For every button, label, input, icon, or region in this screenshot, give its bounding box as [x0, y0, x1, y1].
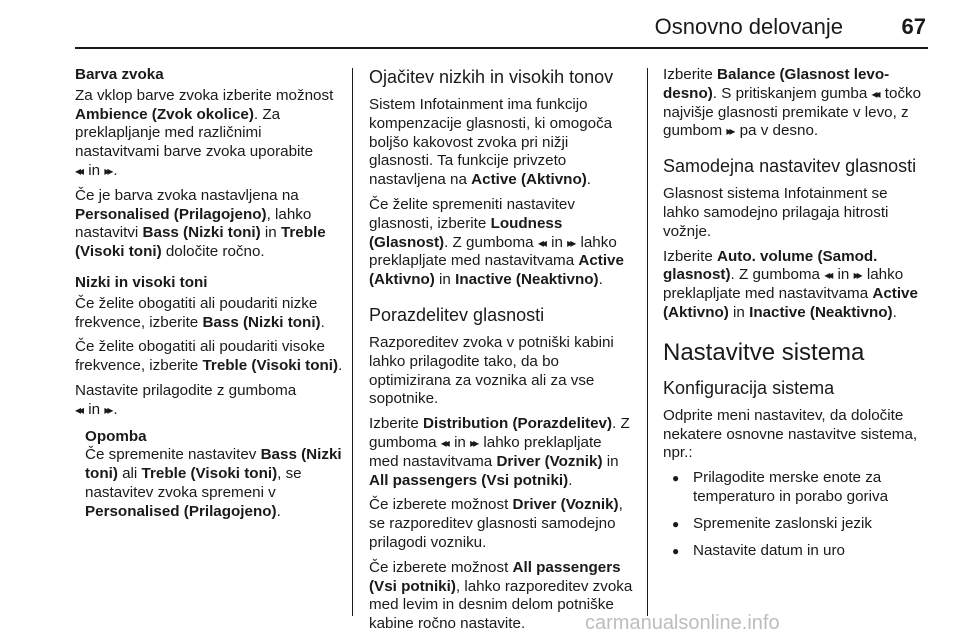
ojacitev-paragraph-1: [369, 96, 635, 190]
text: Sistem Infotainment ima funkcijo kompenzacije glasnosti, ki omogoča boljšo kakovost zvoka pri nižji glasnosti. Ta funkcije privzeto nastavljena na: [369, 96, 613, 189]
text: , se nastavitev zvoka spremeni v: [85, 465, 302, 501]
ojacitev-heading: Ojačitev nizkih in visokih tonov: [369, 67, 614, 87]
text: in: [733, 303, 745, 321]
option-treble: Treble (Visoki toni): [141, 465, 278, 483]
text: pa v desno.: [739, 122, 819, 140]
forward-icon: ▸▸: [104, 402, 111, 417]
text: in: [439, 271, 451, 289]
nizki-heading: Nizki in visoki toni: [75, 273, 208, 291]
watermark: carmanualsonline.info: [585, 612, 780, 634]
text: in: [260, 224, 281, 242]
samodejna-paragraph-1: Glasnost sistema Infotainment se lahko samodejno prilagaja hitrosti vožnje.: [663, 185, 889, 240]
option-bass: Bass (Nizki toni): [142, 224, 261, 242]
rewind-icon: ◂◂: [537, 235, 544, 250]
column-2: [369, 66, 635, 640]
text: Izberite: [663, 66, 718, 83]
list-item: ● Spremenite zaslonski jezik: [663, 515, 927, 534]
text: Če želite obogatiti ali poudariti nizke frekvence, izberite: [75, 294, 318, 331]
settings-list: [663, 469, 927, 560]
list-item: ● Prilagodite merske enote za temperaturo in porabo goriva: [663, 469, 927, 507]
rewind-icon: ◂◂: [440, 435, 447, 450]
rewind-icon: ◂◂: [75, 402, 82, 417]
text: ali: [117, 465, 142, 483]
text: . Z gumboma: [730, 266, 820, 284]
text: Če je barva zvoka nastavljena na: [75, 186, 299, 204]
option-active: Active (Aktivno): [369, 252, 624, 289]
forward-icon: ▸▸: [853, 268, 860, 283]
option-personalised: Personalised (Prilagojeno): [75, 205, 267, 223]
text: .: [276, 502, 281, 520]
option-balance: Balance (Glasnost levo-desno): [663, 66, 890, 102]
option-active: Active (Aktivno): [663, 285, 918, 321]
option-bass: Bass (Nizki toni): [202, 313, 321, 331]
page-number: 67: [901, 14, 926, 39]
option-treble: Treble (Visoki toni): [202, 357, 339, 375]
option-ambience: Ambience (Zvok okolice): [75, 105, 254, 123]
page-header: [75, 0, 928, 49]
text: .: [598, 271, 603, 289]
text: lahko preklapljate med nastavitvama: [369, 233, 617, 270]
nizki-paragraph-3: [75, 382, 345, 420]
text: . Z gumboma: [444, 233, 534, 251]
rewind-icon: ◂◂: [871, 86, 878, 101]
barva-paragraph-2: [75, 187, 345, 262]
text: in: [837, 266, 850, 284]
option-driver: Driver (Voznik): [496, 452, 603, 470]
option-all-passengers: All passengers (Vsi potniki): [369, 471, 569, 489]
text: in: [88, 161, 101, 179]
option-loudness: Loudness (Glasnost): [369, 214, 563, 251]
text: .: [338, 357, 343, 375]
note-label: Opomba: [85, 427, 147, 445]
konfiguracija-paragraph: Odprite meni nastavitev, da določite nekatere osnovne nastavitve sistema, npr.:: [663, 406, 918, 462]
text: . Z gumboma: [369, 415, 630, 451]
text: lahko preklapljate med nastavitvama: [663, 266, 904, 303]
text: določite ročno.: [161, 243, 265, 261]
barva-paragraph-1: [75, 87, 345, 181]
porazdelitev-paragraph-1: Razporeditev zvoka v potniški kabini lahko prilagodite tako, da bo optimizirana za voznika ali za vse sopotnike.: [369, 333, 614, 408]
ojacitev-paragraph-2: [369, 196, 635, 290]
text: . Za preklapljanje med različnimi nastavitvami barve zvoka uporabite: [75, 105, 314, 161]
text: .: [320, 313, 325, 331]
column-divider-2: [647, 68, 648, 616]
text: in: [88, 400, 101, 418]
text: točko najvišje glasnosti premikate v levo, z gumbom: [663, 84, 922, 140]
forward-icon: ▸▸: [470, 435, 477, 450]
column-1: [75, 66, 345, 522]
text: .: [892, 303, 897, 321]
text: , lahko razporeditev zvoka med levim in desnim delom potniške kabine ročno nastavite.: [369, 577, 633, 633]
forward-icon: ▸▸: [726, 124, 733, 139]
forward-icon: ▸▸: [567, 235, 574, 250]
column-3: [663, 66, 927, 568]
note-text: [85, 446, 345, 521]
barva-heading: Barva zvoka: [75, 66, 164, 83]
option-treble: Treble (Visoki toni): [75, 224, 326, 261]
porazdelitev-heading: Porazdelitev glasnosti: [369, 304, 545, 325]
text: Izberite: [663, 247, 718, 265]
porazdelitev-paragraph-2: [369, 415, 635, 490]
text: in: [606, 452, 619, 470]
text: Za vklop barve zvoka izberite možnost: [75, 86, 334, 104]
text: Če želite obogatiti ali poudariti visoke frekvence, izberite: [75, 338, 325, 375]
text: Izberite: [369, 415, 424, 433]
option-active: Active (Aktivno): [471, 171, 587, 189]
porazdelitev-paragraph-3: [369, 496, 635, 552]
balance-paragraph: [663, 66, 927, 141]
text: in: [454, 433, 466, 451]
samodejna-paragraph-2: [663, 248, 927, 323]
text: Nastavite prilagodite z gumboma: [75, 381, 297, 399]
option-inactive: Inactive (Neaktivno): [749, 303, 893, 321]
column-divider-1: [352, 68, 353, 616]
header-rule: [75, 47, 928, 49]
text: . S pritiskanjem gumba: [712, 84, 868, 102]
text: .: [113, 161, 118, 179]
option-driver: Driver (Voznik): [512, 496, 619, 514]
option-distribution: Distribution (Porazdelitev): [423, 415, 613, 433]
nizki-paragraph-1: [75, 295, 345, 333]
option-personalised: Personalised (Prilagojeno): [85, 502, 277, 520]
option-auto-volume: Auto. volume (Samod. glasnost): [663, 247, 878, 284]
samodejna-heading: Samodejna nastavitev glasnosti: [663, 156, 917, 177]
rewind-icon: ◂◂: [824, 268, 831, 283]
text: .: [113, 400, 118, 418]
option-bass: Bass (Nizki toni): [85, 446, 342, 483]
text: .: [586, 171, 592, 189]
text: , lahko nastavitvi: [75, 205, 312, 242]
header-title: Osnovno delovanje: [654, 14, 843, 39]
text: , se razporeditev glasnosti samodejno prilagodi vozniku.: [369, 496, 623, 551]
konfiguracija-heading: Konfiguracija sistema: [663, 377, 835, 398]
note-box: [85, 428, 345, 522]
forward-icon: ▸▸: [104, 163, 111, 178]
nizki-paragraph-2: [75, 338, 345, 376]
text: .: [568, 471, 573, 489]
text: Če izberete možnost: [369, 558, 513, 576]
list-item: ● Nastavite datum in uro: [663, 542, 927, 561]
text: Če želite spremeniti nastavitev glasnosti, izberite: [369, 195, 575, 232]
text: lahko preklapljate med nastavitvama: [369, 433, 602, 470]
option-inactive: Inactive (Neaktivno): [455, 271, 599, 289]
text: Če spremenite nastavitev: [85, 446, 261, 464]
option-all-passengers: All passengers (Vsi potniki): [369, 558, 621, 595]
nastavitve-heading: Nastavitve sistema: [663, 338, 865, 366]
text: Če izberete možnost: [369, 496, 513, 514]
rewind-icon: ◂◂: [75, 163, 82, 178]
text: in: [551, 233, 563, 251]
